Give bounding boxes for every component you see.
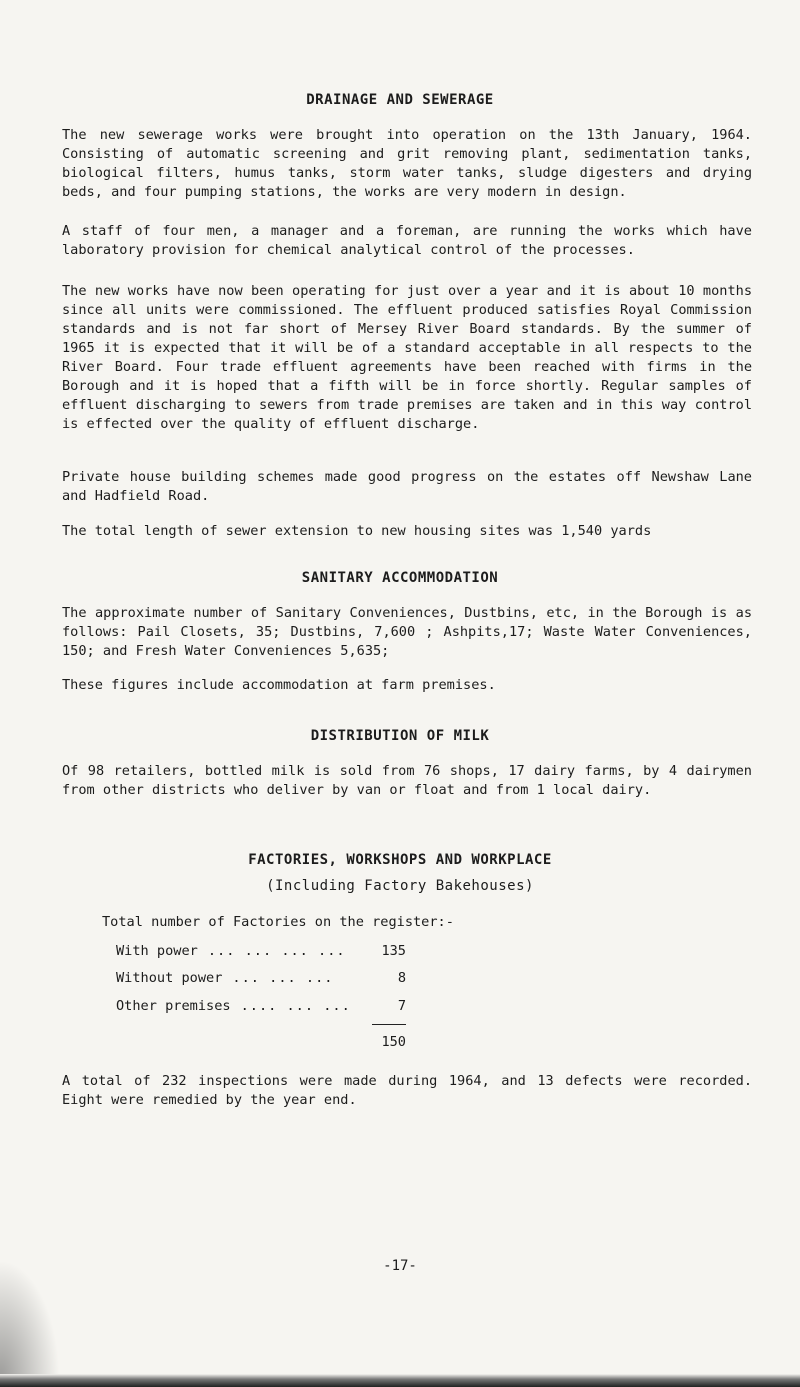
drainage-paragraph-2: A staff of four men, a manager and a foreman, are running the works which have laboratory provision for chemical analytical control of the processes. (62, 223, 752, 258)
total-rule (372, 1024, 406, 1025)
sanitary-heading: SANITARY ACCOMMODATION (301, 570, 499, 586)
factories-intro: Total number of Factories on the register:- (102, 914, 454, 930)
factory-row-label: Without power (116, 970, 223, 986)
factory-row-with-power (116, 943, 406, 959)
page-number: -17- (383, 1258, 417, 1274)
factory-row-value: 7 (397, 998, 406, 1014)
drainage-paragraph-4: Private house building schemes made good progress on the estates off Newshaw Lane and Hadfield Road. (62, 469, 752, 504)
drainage-paragraph-3: The new works have now been operating for just over a year and it is about 10 months since all units were commissioned. The effluent produced satisfies Royal Commission standards and is not far short of Mersey River Board standards. By the summer of 1965 it is expected that it will be of a standard acceptable in all respects to the River Board. Four trade effluent agreements have been reached with firms in the Borough and it is hoped that a fifth will be in force shortly. Regular samples of effluent discharging to sewers from trade premises are taken and in this way control is effected over the quality of effluent discharge. (62, 283, 752, 432)
drainage-paragraph-1: The new sewerage works were brought into operation on the 13th January, 1964. Consisting of automatic screening and grit removing plant, sedimentation tanks, biological filters, humus tanks, storm water tanks, sludge digesters and drying beds, and four pumping stations, the works are very modern in design. (62, 127, 752, 200)
factories-closing-paragraph: A total of 232 inspections were made during 1964, and 13 defects were recorded. Eight were remedied by the year end. (62, 1073, 752, 1108)
factory-row-label: With power (116, 943, 198, 959)
factory-row-other-premises (116, 998, 406, 1014)
factory-row-label: Other premises (116, 998, 231, 1014)
sanitary-paragraph-2: These figures include accommodation at farm premises. (62, 677, 496, 693)
factories-heading: FACTORIES, WORKSHOPS AND WORKPLACE (248, 852, 552, 868)
factories-total: 150 (381, 1034, 406, 1050)
factory-row-dots: ... ... ... (232, 970, 334, 986)
scan-edge (0, 1374, 800, 1387)
factories-subheading: (Including Factory Bakehouses) (266, 878, 534, 894)
factory-row-without-power (116, 970, 406, 986)
factory-row-value: 8 (397, 970, 406, 986)
milk-paragraph: Of 98 retailers, bottled milk is sold from 76 shops, 17 dairy farms, by 4 dairymen from other districts who deliver by van or float and from 1 local dairy. (62, 763, 752, 798)
factory-row-value: 135 (381, 943, 406, 959)
drainage-paragraph-5: The total length of sewer extension to new housing sites was 1,540 yards (62, 523, 652, 539)
milk-heading: DISTRIBUTION OF MILK (310, 728, 490, 744)
factory-row-dots: .... ... ... (240, 998, 351, 1014)
drainage-heading: DRAINAGE AND SEWERAGE (306, 92, 494, 108)
scan-shadow (0, 1260, 60, 1380)
sanitary-paragraph-1: The approximate number of Sanitary Conveniences, Dustbins, etc, in the Borough is as follows: Pail Closets, 35; Dustbins, 7,600 ; Ashpits,17; Waste Water Conveniences, 150; and Fresh Water Conveniences 5,635; (62, 605, 752, 659)
factory-row-dots: ... ... ... ... (207, 943, 346, 959)
